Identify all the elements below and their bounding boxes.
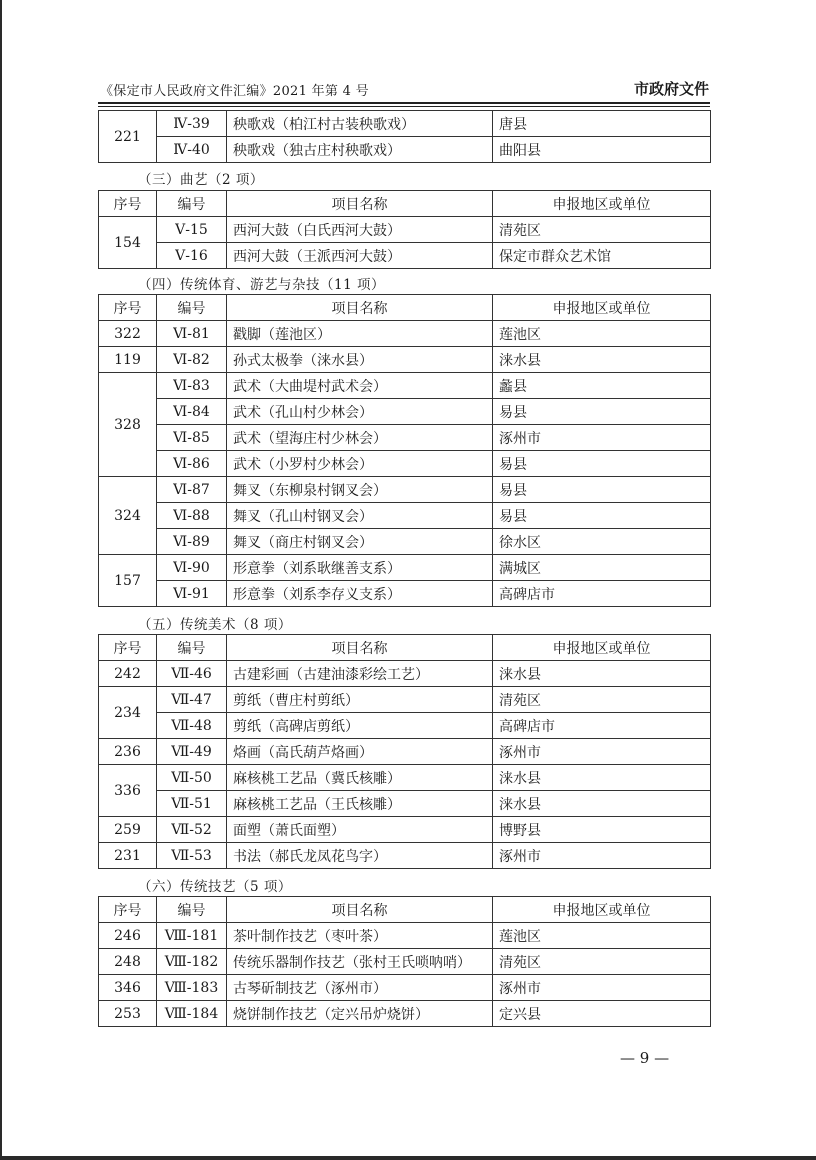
code-cell: Ⅳ-39	[157, 111, 227, 137]
table-row	[99, 739, 711, 765]
column-header-region: 申报地区或单位	[493, 635, 711, 661]
column-header-name: 项目名称	[227, 897, 493, 923]
code-cell: Ⅵ-89	[157, 529, 227, 555]
project-name-cell: 麻核桃工艺品（王氏核雕）	[227, 791, 493, 817]
table-row	[99, 791, 711, 817]
table-row	[99, 949, 711, 975]
project-name-cell: 麻核桃工艺品（冀氏核雕）	[227, 765, 493, 791]
seq-cell: 221	[99, 111, 157, 163]
table-row	[99, 451, 711, 477]
region-cell: 涿州市	[493, 425, 711, 451]
code-cell: Ⅵ-87	[157, 477, 227, 503]
column-header-name: 项目名称	[227, 295, 493, 321]
table-row	[99, 321, 711, 347]
table-row	[99, 529, 711, 555]
region-cell: 涞水县	[493, 347, 711, 373]
project-name-cell: 戳脚（莲池区）	[227, 321, 493, 347]
region-cell: 涿州市	[493, 739, 711, 765]
column-header-seq: 序号	[99, 635, 157, 661]
project-name-cell: 烙画（高氏葫芦烙画）	[227, 739, 493, 765]
region-cell: 易县	[493, 503, 711, 529]
code-cell: Ⅵ-82	[157, 347, 227, 373]
seq-cell: 322	[99, 321, 157, 347]
project-name-cell: 面塑（萧氏面塑）	[227, 817, 493, 843]
table-row	[99, 347, 711, 373]
table-row	[99, 765, 711, 791]
code-cell: Ⅵ-88	[157, 503, 227, 529]
code-cell: Ⅶ-48	[157, 713, 227, 739]
header-rule-thin	[98, 106, 710, 107]
table-row	[99, 713, 711, 739]
section-title-quyi: （三）曲艺（2 项）	[138, 172, 264, 188]
table-quyi	[98, 190, 711, 269]
project-name-cell: 舞叉（商庄村钢叉会）	[227, 529, 493, 555]
table-crafts	[98, 896, 711, 1027]
code-cell: Ⅵ-90	[157, 555, 227, 581]
table-row	[99, 111, 711, 137]
seq-cell: 336	[99, 765, 157, 817]
table-fine-arts	[98, 634, 711, 869]
code-cell: Ⅴ-16	[157, 243, 227, 269]
table-header-row	[99, 191, 711, 217]
region-cell: 清苑区	[493, 217, 711, 243]
table-row	[99, 137, 711, 163]
project-name-cell: 舞叉（孔山村钢叉会）	[227, 503, 493, 529]
code-cell: Ⅷ-182	[157, 949, 227, 975]
region-cell: 易县	[493, 451, 711, 477]
project-name-cell: 舞叉（东柳泉村钢叉会）	[227, 477, 493, 503]
table-header-row	[99, 635, 711, 661]
seq-cell: 119	[99, 347, 157, 373]
column-header-name: 项目名称	[227, 191, 493, 217]
section-title-sports: （四）传统体育、游艺与杂技（11 项）	[138, 277, 385, 293]
project-name-cell: 孙式太极拳（涞水县）	[227, 347, 493, 373]
column-header-region: 申报地区或单位	[493, 191, 711, 217]
code-cell: Ⅶ-53	[157, 843, 227, 869]
project-name-cell: 传统乐器制作技艺（张村王氏唢呐哨）	[227, 949, 493, 975]
project-name-cell: 秧歌戏（独古庄村秧歌戏）	[227, 137, 493, 163]
seq-cell: 259	[99, 817, 157, 843]
code-cell: Ⅷ-184	[157, 1001, 227, 1027]
project-name-cell: 茶叶制作技艺（枣叶茶）	[227, 923, 493, 949]
column-header-seq: 序号	[99, 191, 157, 217]
table-row	[99, 477, 711, 503]
project-name-cell: 形意拳（刘系李存义支系）	[227, 581, 493, 607]
project-name-cell: 书法（郝氏龙凤花鸟字）	[227, 843, 493, 869]
code-cell: Ⅶ-50	[157, 765, 227, 791]
code-cell: Ⅵ-85	[157, 425, 227, 451]
region-cell: 易县	[493, 399, 711, 425]
region-cell: 涿州市	[493, 975, 711, 1001]
project-name-cell: 剪纸（高碑店剪纸）	[227, 713, 493, 739]
seq-cell: 328	[99, 373, 157, 477]
column-header-code: 编号	[157, 295, 227, 321]
column-header-seq: 序号	[99, 295, 157, 321]
table-row	[99, 843, 711, 869]
code-cell: Ⅷ-181	[157, 923, 227, 949]
project-name-cell: 武术（望海庄村少林会）	[227, 425, 493, 451]
project-name-cell: 古琴斫制技艺（涿州市）	[227, 975, 493, 1001]
table-row	[99, 687, 711, 713]
region-cell: 曲阳县	[493, 137, 711, 163]
region-cell: 博野县	[493, 817, 711, 843]
code-cell: Ⅴ-15	[157, 217, 227, 243]
region-cell: 易县	[493, 477, 711, 503]
table-row	[99, 399, 711, 425]
table-row	[99, 975, 711, 1001]
project-name-cell: 西河大鼓（白氏西河大鼓）	[227, 217, 493, 243]
code-cell: Ⅶ-49	[157, 739, 227, 765]
seq-cell: 324	[99, 477, 157, 555]
project-name-cell: 剪纸（曹庄村剪纸）	[227, 687, 493, 713]
project-name-cell: 武术（小罗村少林会）	[227, 451, 493, 477]
region-cell: 莲池区	[493, 923, 711, 949]
seq-cell: 253	[99, 1001, 157, 1027]
column-header-code: 编号	[157, 897, 227, 923]
seq-cell: 248	[99, 949, 157, 975]
running-header-category: 市政府文件	[633, 80, 709, 98]
column-header-region: 申报地区或单位	[493, 897, 711, 923]
table-row	[99, 817, 711, 843]
code-cell: Ⅳ-40	[157, 137, 227, 163]
scan-border-left	[0, 0, 2, 1160]
seq-cell: 346	[99, 975, 157, 1001]
code-cell: Ⅶ-47	[157, 687, 227, 713]
table-row	[99, 425, 711, 451]
code-cell: Ⅵ-81	[157, 321, 227, 347]
table-row	[99, 923, 711, 949]
column-header-code: 编号	[157, 191, 227, 217]
table-row	[99, 243, 711, 269]
table-continued	[98, 110, 711, 163]
seq-cell: 242	[99, 661, 157, 687]
table-row	[99, 555, 711, 581]
region-cell: 徐水区	[493, 529, 711, 555]
seq-cell: 154	[99, 217, 157, 269]
seq-cell: 236	[99, 739, 157, 765]
code-cell: Ⅵ-91	[157, 581, 227, 607]
region-cell: 唐县	[493, 111, 711, 137]
table-header-row	[99, 295, 711, 321]
region-cell: 保定市群众艺术馆	[493, 243, 711, 269]
region-cell: 满城区	[493, 555, 711, 581]
table-sports	[98, 294, 711, 607]
project-name-cell: 形意拳（刘系耿继善支系）	[227, 555, 493, 581]
column-header-region: 申报地区或单位	[493, 295, 711, 321]
code-cell: Ⅶ-52	[157, 817, 227, 843]
table-header-row	[99, 897, 711, 923]
table-row	[99, 373, 711, 399]
region-cell: 涿州市	[493, 843, 711, 869]
project-name-cell: 西河大鼓（王派西河大鼓）	[227, 243, 493, 269]
region-cell: 涞水县	[493, 765, 711, 791]
table-row	[99, 217, 711, 243]
region-cell: 高碑店市	[493, 581, 711, 607]
seq-cell: 157	[99, 555, 157, 607]
project-name-cell: 武术（大曲堤村武术会）	[227, 373, 493, 399]
section-title-crafts: （六）传统技艺（5 项）	[138, 879, 292, 895]
column-header-name: 项目名称	[227, 635, 493, 661]
code-cell: Ⅶ-46	[157, 661, 227, 687]
table-row	[99, 503, 711, 529]
project-name-cell: 武术（孔山村少林会）	[227, 399, 493, 425]
region-cell: 定兴县	[493, 1001, 711, 1027]
region-cell: 莲池区	[493, 321, 711, 347]
table-row	[99, 1001, 711, 1027]
page-number: — 9 —	[620, 1049, 670, 1067]
header-rule	[98, 102, 710, 104]
table-row	[99, 661, 711, 687]
column-header-seq: 序号	[99, 897, 157, 923]
region-cell: 涞水县	[493, 661, 711, 687]
column-header-code: 编号	[157, 635, 227, 661]
region-cell: 高碑店市	[493, 713, 711, 739]
project-name-cell: 烧饼制作技艺（定兴吊炉烧饼）	[227, 1001, 493, 1027]
code-cell: Ⅵ-84	[157, 399, 227, 425]
running-header-title: 《保定市人民政府文件汇编》2021 年第 4 号	[100, 84, 369, 99]
code-cell: Ⅵ-86	[157, 451, 227, 477]
project-name-cell: 秧歌戏（柏江村古装秧歌戏）	[227, 111, 493, 137]
seq-cell: 231	[99, 843, 157, 869]
scan-border-bottom	[0, 1156, 816, 1160]
seq-cell: 234	[99, 687, 157, 739]
region-cell: 清苑区	[493, 687, 711, 713]
region-cell: 涞水县	[493, 791, 711, 817]
section-title-fine-arts: （五）传统美术（8 项）	[138, 617, 292, 633]
code-cell: Ⅶ-51	[157, 791, 227, 817]
code-cell: Ⅷ-183	[157, 975, 227, 1001]
code-cell: Ⅵ-83	[157, 373, 227, 399]
region-cell: 清苑区	[493, 949, 711, 975]
region-cell: 蠡县	[493, 373, 711, 399]
project-name-cell: 古建彩画（古建油漆彩绘工艺）	[227, 661, 493, 687]
table-row	[99, 581, 711, 607]
seq-cell: 246	[99, 923, 157, 949]
